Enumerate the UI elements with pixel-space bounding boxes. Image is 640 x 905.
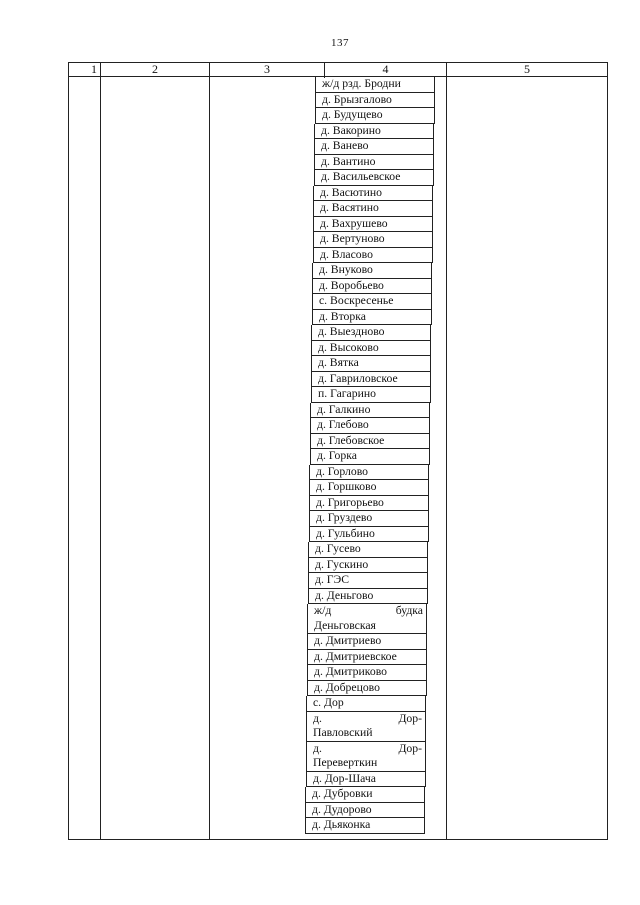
list-item-prefix: ж/д: [314, 604, 332, 617]
list-item: д. Груздево: [309, 511, 429, 527]
list-item-line: [314, 604, 423, 619]
list-item: д. Горшково: [309, 480, 429, 496]
col-divider-4: [446, 62, 447, 840]
list-item: д. Вятка: [311, 356, 431, 372]
list-item: д. Дор-Шача: [306, 772, 426, 788]
list-item: д. Васютино: [313, 186, 433, 202]
list-item: д. Высоково: [311, 341, 431, 357]
list-item: [307, 604, 427, 634]
list-item: д. Деньгово: [308, 589, 428, 605]
list-item: д. Дудорово: [305, 803, 425, 819]
list-item: с. Воскресенье: [312, 294, 432, 310]
list-item-prefix: д.: [313, 711, 322, 725]
col-divider-1: [100, 62, 101, 840]
list-item-word: Дор-: [398, 741, 422, 755]
header-col-5: 5: [524, 62, 530, 76]
list-item: д. Вертуново: [313, 232, 433, 248]
list-item: д. Вторка: [312, 310, 432, 326]
list-item: д. Будущево: [315, 108, 435, 124]
list-item-word: будка: [395, 604, 423, 617]
list-item: д. Васильевское: [314, 170, 434, 186]
list-item: д. Ванево: [314, 139, 434, 155]
list-item: д. Гусево: [308, 542, 428, 558]
list-item: д. Галкино: [310, 403, 430, 419]
page-number: 137: [331, 37, 349, 49]
list-item: д. Глебовское: [310, 434, 430, 450]
list-item: д. Вахрушево: [313, 217, 433, 233]
list-item: п. Гагарино: [311, 387, 431, 403]
list-item: д. Дмитриево: [307, 634, 427, 650]
list-item: д. Гускино: [308, 558, 428, 574]
list-item: д. Дубровки: [305, 787, 425, 803]
list-item: д. Добрецово: [307, 681, 427, 697]
list-item: д. Дмитриевское: [307, 650, 427, 666]
list-item: д. Дмитриково: [307, 665, 427, 681]
list-item: д. Дьяконка: [305, 818, 425, 834]
list-item: [306, 712, 426, 742]
list-item: д. Горка: [310, 449, 430, 465]
list-item: д. Григорьево: [309, 496, 429, 512]
list-item-continuation: Деньговская: [314, 618, 376, 632]
list-item: [306, 742, 426, 772]
list-item: д. Глебово: [310, 418, 430, 434]
col-divider-2: [209, 62, 210, 840]
list-item: д. Вакорино: [314, 124, 434, 140]
list-item-line: [313, 742, 422, 757]
document-table: [68, 62, 608, 840]
list-item-continuation: Переверткин: [313, 756, 378, 769]
list-item: д. Вантино: [314, 155, 434, 171]
list-item-prefix: д.: [313, 741, 322, 755]
header-col-3: 3: [264, 62, 270, 76]
list-item-continuation: Павловский: [313, 726, 373, 739]
list-item: д. Внуково: [312, 263, 432, 279]
list-item: д. Брызгалово: [315, 93, 435, 109]
list-item: д. Гульбино: [309, 527, 429, 543]
list-item-word: Дор-: [398, 711, 422, 725]
header-col-2: 2: [152, 62, 158, 76]
header-col-4: 4: [382, 62, 389, 76]
column-4-list: [312, 77, 435, 834]
list-item: д. Выезднoво: [311, 325, 431, 341]
list-item: д. Васятино: [313, 201, 433, 217]
list-item: с. Дор: [306, 696, 426, 712]
list-item: д. Власово: [313, 248, 433, 264]
list-item: д. Гавриловское: [311, 372, 431, 388]
list-item-line: [313, 712, 422, 727]
list-item: д. ГЭС: [308, 573, 428, 589]
header-col-1: 1: [91, 62, 97, 76]
list-item: д. Воробьево: [312, 279, 432, 295]
list-item: ж/д рзд. Бродни: [315, 77, 435, 93]
list-item: д. Горлово: [309, 465, 429, 481]
